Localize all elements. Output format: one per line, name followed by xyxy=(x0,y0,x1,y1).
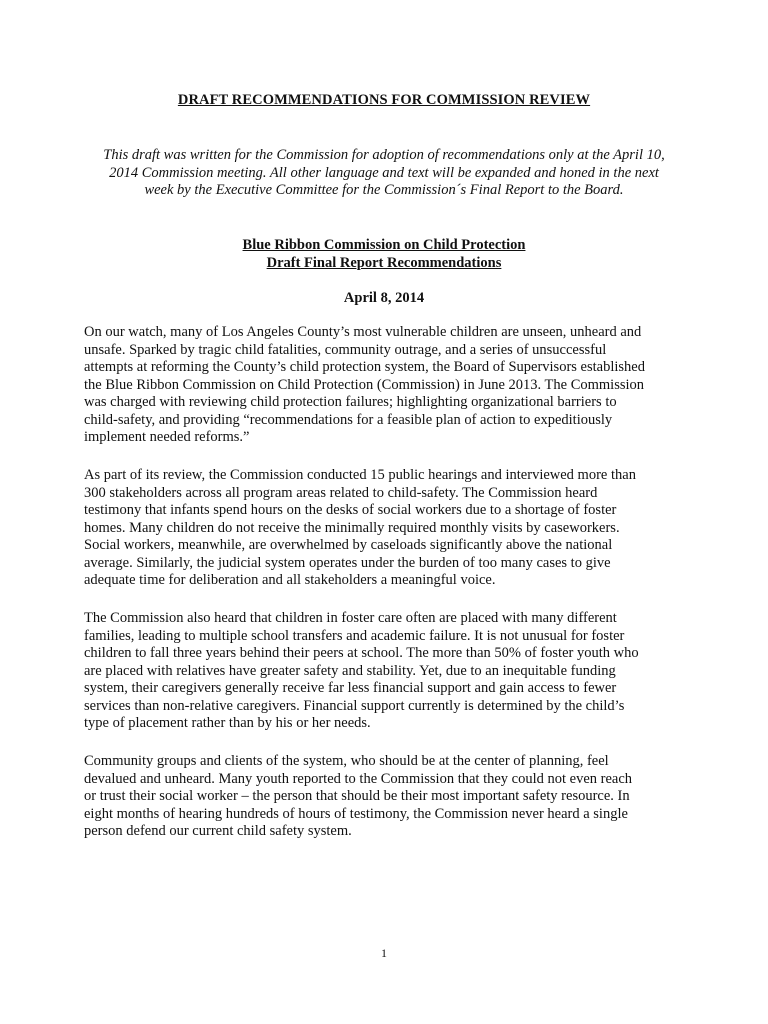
text-line: On our watch, many of Los Angeles County’s most vulnerable children are unseen, unheard and xyxy=(84,324,642,340)
commission-name: Blue Ribbon Commission on Child Protection xyxy=(242,237,526,253)
paragraph-intro xyxy=(84,324,704,447)
text-line: are placed with relatives have greater safety and stability. Yet, due to an inequitable funding xyxy=(84,662,616,679)
paragraph-community xyxy=(84,753,704,841)
draft-note xyxy=(84,147,684,200)
text-line: children to fall three years behind their peers at school. The more than 50% of foster youth who xyxy=(84,645,639,661)
text-line: adequate time for deliberation and all stakeholders a meaningful voice. xyxy=(84,572,496,588)
text-line: homes. Many children do not receive the minimally required monthly visits by caseworkers. xyxy=(84,519,620,536)
text-line: The Commission also heard that children in foster care often are placed with many different xyxy=(84,610,617,626)
report-title xyxy=(0,236,768,272)
draft-note-line: week by the Executive Committee for the Commission´s Final Report to the Board. xyxy=(144,182,624,198)
page-number: 1 xyxy=(381,946,387,960)
text-line: attempts at reforming the County’s child protection system, the Board of Supervisors established xyxy=(84,359,645,375)
text-line: devalued and unheard. Many youth reported to the Commission that they could not even reach xyxy=(84,770,633,787)
text-line: average. Similarly, the judicial system operates under the burden of too many cases to give xyxy=(84,554,611,571)
text-line: type of placement rather than by his or her needs. xyxy=(84,715,371,731)
report-subtitle: Draft Final Report Recommendations xyxy=(266,255,502,271)
text-line: implement needed reforms.” xyxy=(84,429,250,445)
text-line: testimony that infants spend hours on the desks of social workers due to a shortage of foster xyxy=(84,502,617,518)
draft-note-line: 2014 Commission meeting. All other language and text will be expanded and honed in the next xyxy=(109,164,659,181)
text-line: person defend our current child safety system. xyxy=(84,823,352,839)
text-line: Community groups and clients of the system, who should be at the center of planning, feel xyxy=(84,753,609,769)
text-line: the Blue Ribbon Commission on Child Protection (Commission) in June 2013. The Commission xyxy=(84,376,645,393)
draft-note-line: This draft was written for the Commission for adoption of recommendations only at the April 10, xyxy=(103,147,665,163)
document-heading: DRAFT RECOMMENDATIONS FOR COMMISSION REVIEW xyxy=(177,92,591,108)
text-line: system, their caregivers generally receive far less financial support and gain access to fewer xyxy=(84,680,617,696)
text-line: unsafe. Sparked by tragic child fatalities, community outrage, and a series of unsuccessful xyxy=(84,341,607,358)
text-line: eight months of hearing hundreds of hours of testimony, the Commission never heard a single xyxy=(84,805,628,822)
text-line: As part of its review, the Commission conducted 15 public hearings and interviewed more than xyxy=(84,467,636,483)
text-line: was charged with reviewing child protection failures; highlighting organizational barriers to xyxy=(84,394,617,410)
paragraph-foster-care xyxy=(84,610,704,733)
text-line: families, leading to multiple school transfers and academic failure. It is not unusual for foster xyxy=(84,627,625,644)
report-date: April 8, 2014 xyxy=(343,290,425,306)
text-line: services than non-relative caregivers. Financial support currently is determined by the child’s xyxy=(84,697,625,714)
text-line: Social workers, meanwhile, are overwhelmed by caseloads significantly above the national xyxy=(84,537,613,553)
text-line: 300 stakeholders across all program areas related to child-safety. The Commission heard xyxy=(84,484,598,501)
paragraph-review xyxy=(84,467,704,590)
text-line: or trust their social worker – the person that should be their most important safety resource. In xyxy=(84,788,630,804)
text-line: child-safety, and providing “recommendations for a feasible plan of action to expeditiously xyxy=(84,411,613,428)
